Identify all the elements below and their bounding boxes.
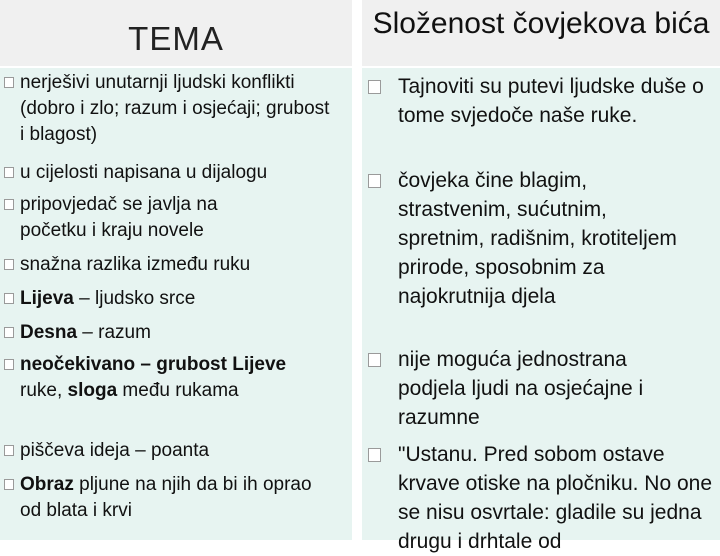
bullet-item — [398, 166, 688, 311]
bullet-item — [20, 352, 300, 404]
bullet-icon — [4, 259, 14, 270]
bullet-icon — [368, 448, 381, 462]
bullet-strong: Obraz — [20, 474, 74, 495]
bullet-item — [398, 440, 714, 556]
bullet-icon — [368, 353, 381, 367]
bullet-item — [20, 472, 330, 524]
bullet-item — [20, 192, 270, 244]
bullet-item — [20, 252, 330, 278]
bullet-item — [20, 438, 330, 464]
bullet-text: snažna razlika između ruku — [20, 254, 251, 275]
bullet-text: Tajnoviti su putevi ljudske duše o tome svjedoče naše ruke. — [398, 75, 704, 127]
bullet-icon — [4, 293, 14, 304]
bullet-strong: sloga — [67, 380, 118, 401]
bullet-item — [20, 286, 330, 312]
bullet-text: – razum — [77, 322, 151, 343]
bullet-item — [398, 345, 698, 432]
bullet-text: piščeva ideja – poanta — [20, 440, 210, 461]
bullet-icon — [4, 199, 14, 210]
left-title: TEMA — [128, 20, 224, 57]
bullet-icon — [4, 445, 14, 456]
right-column — [362, 0, 720, 553]
right-title: Složenost čovjekova bića — [372, 7, 710, 40]
bullet-strong: Lijeva — [20, 288, 74, 309]
bullet-text: – ljudsko srce — [73, 288, 196, 309]
bullet-icon — [4, 359, 14, 370]
bullet-item — [20, 320, 330, 346]
bullet-icon — [4, 167, 14, 178]
bullet-text: u cijelosti napisana u dijalogu — [20, 162, 268, 183]
bullet-text: među rukama — [117, 380, 239, 401]
left-column — [0, 0, 352, 540]
bullet-text: čovjeka čine blagim, strastvenim, sućutnim, spretnim, radišnim, krotiteljem prirode, sposobnim za najokrutnija djela — [398, 169, 677, 308]
bullet-item — [20, 160, 330, 186]
bullet-icon — [4, 327, 14, 338]
bullet-icon — [368, 174, 381, 188]
bullet-icon — [4, 479, 14, 490]
bullet-text: pljune na njih da bi ih oprao od blata i krvi — [20, 474, 312, 521]
right-header — [362, 0, 720, 68]
bullet-strong: neočekivano – grubost — [20, 354, 227, 375]
bullet-text: nerješivi unutarnji ljudski konflikti (dobro i zlo; razum i osjećaji; grubost i blagost) — [20, 72, 330, 145]
bullet-text: nije moguća jednostrana podjela ljudi na osjećajne i razumne — [398, 348, 644, 429]
bullet-text: ruke, — [20, 380, 68, 401]
bullet-item — [398, 72, 708, 130]
bullet-item — [20, 70, 330, 148]
bullet-strong: Desna — [20, 322, 78, 343]
bullet-icon — [4, 77, 14, 88]
bullet-text: pripovjedač se javlja na početku i kraju novele — [20, 194, 218, 241]
bullet-strong: Lijeve — [232, 354, 287, 375]
left-bullet-list — [0, 68, 352, 540]
right-bullet-list — [362, 68, 720, 553]
bullet-icon — [368, 80, 381, 94]
bullet-text: "Ustanu. Pred sobom ostave krvave otiske na pločniku. No one se nisu osvrtale: gladile su jedna drugu i drhtale od — [398, 443, 713, 553]
left-header — [0, 0, 352, 68]
